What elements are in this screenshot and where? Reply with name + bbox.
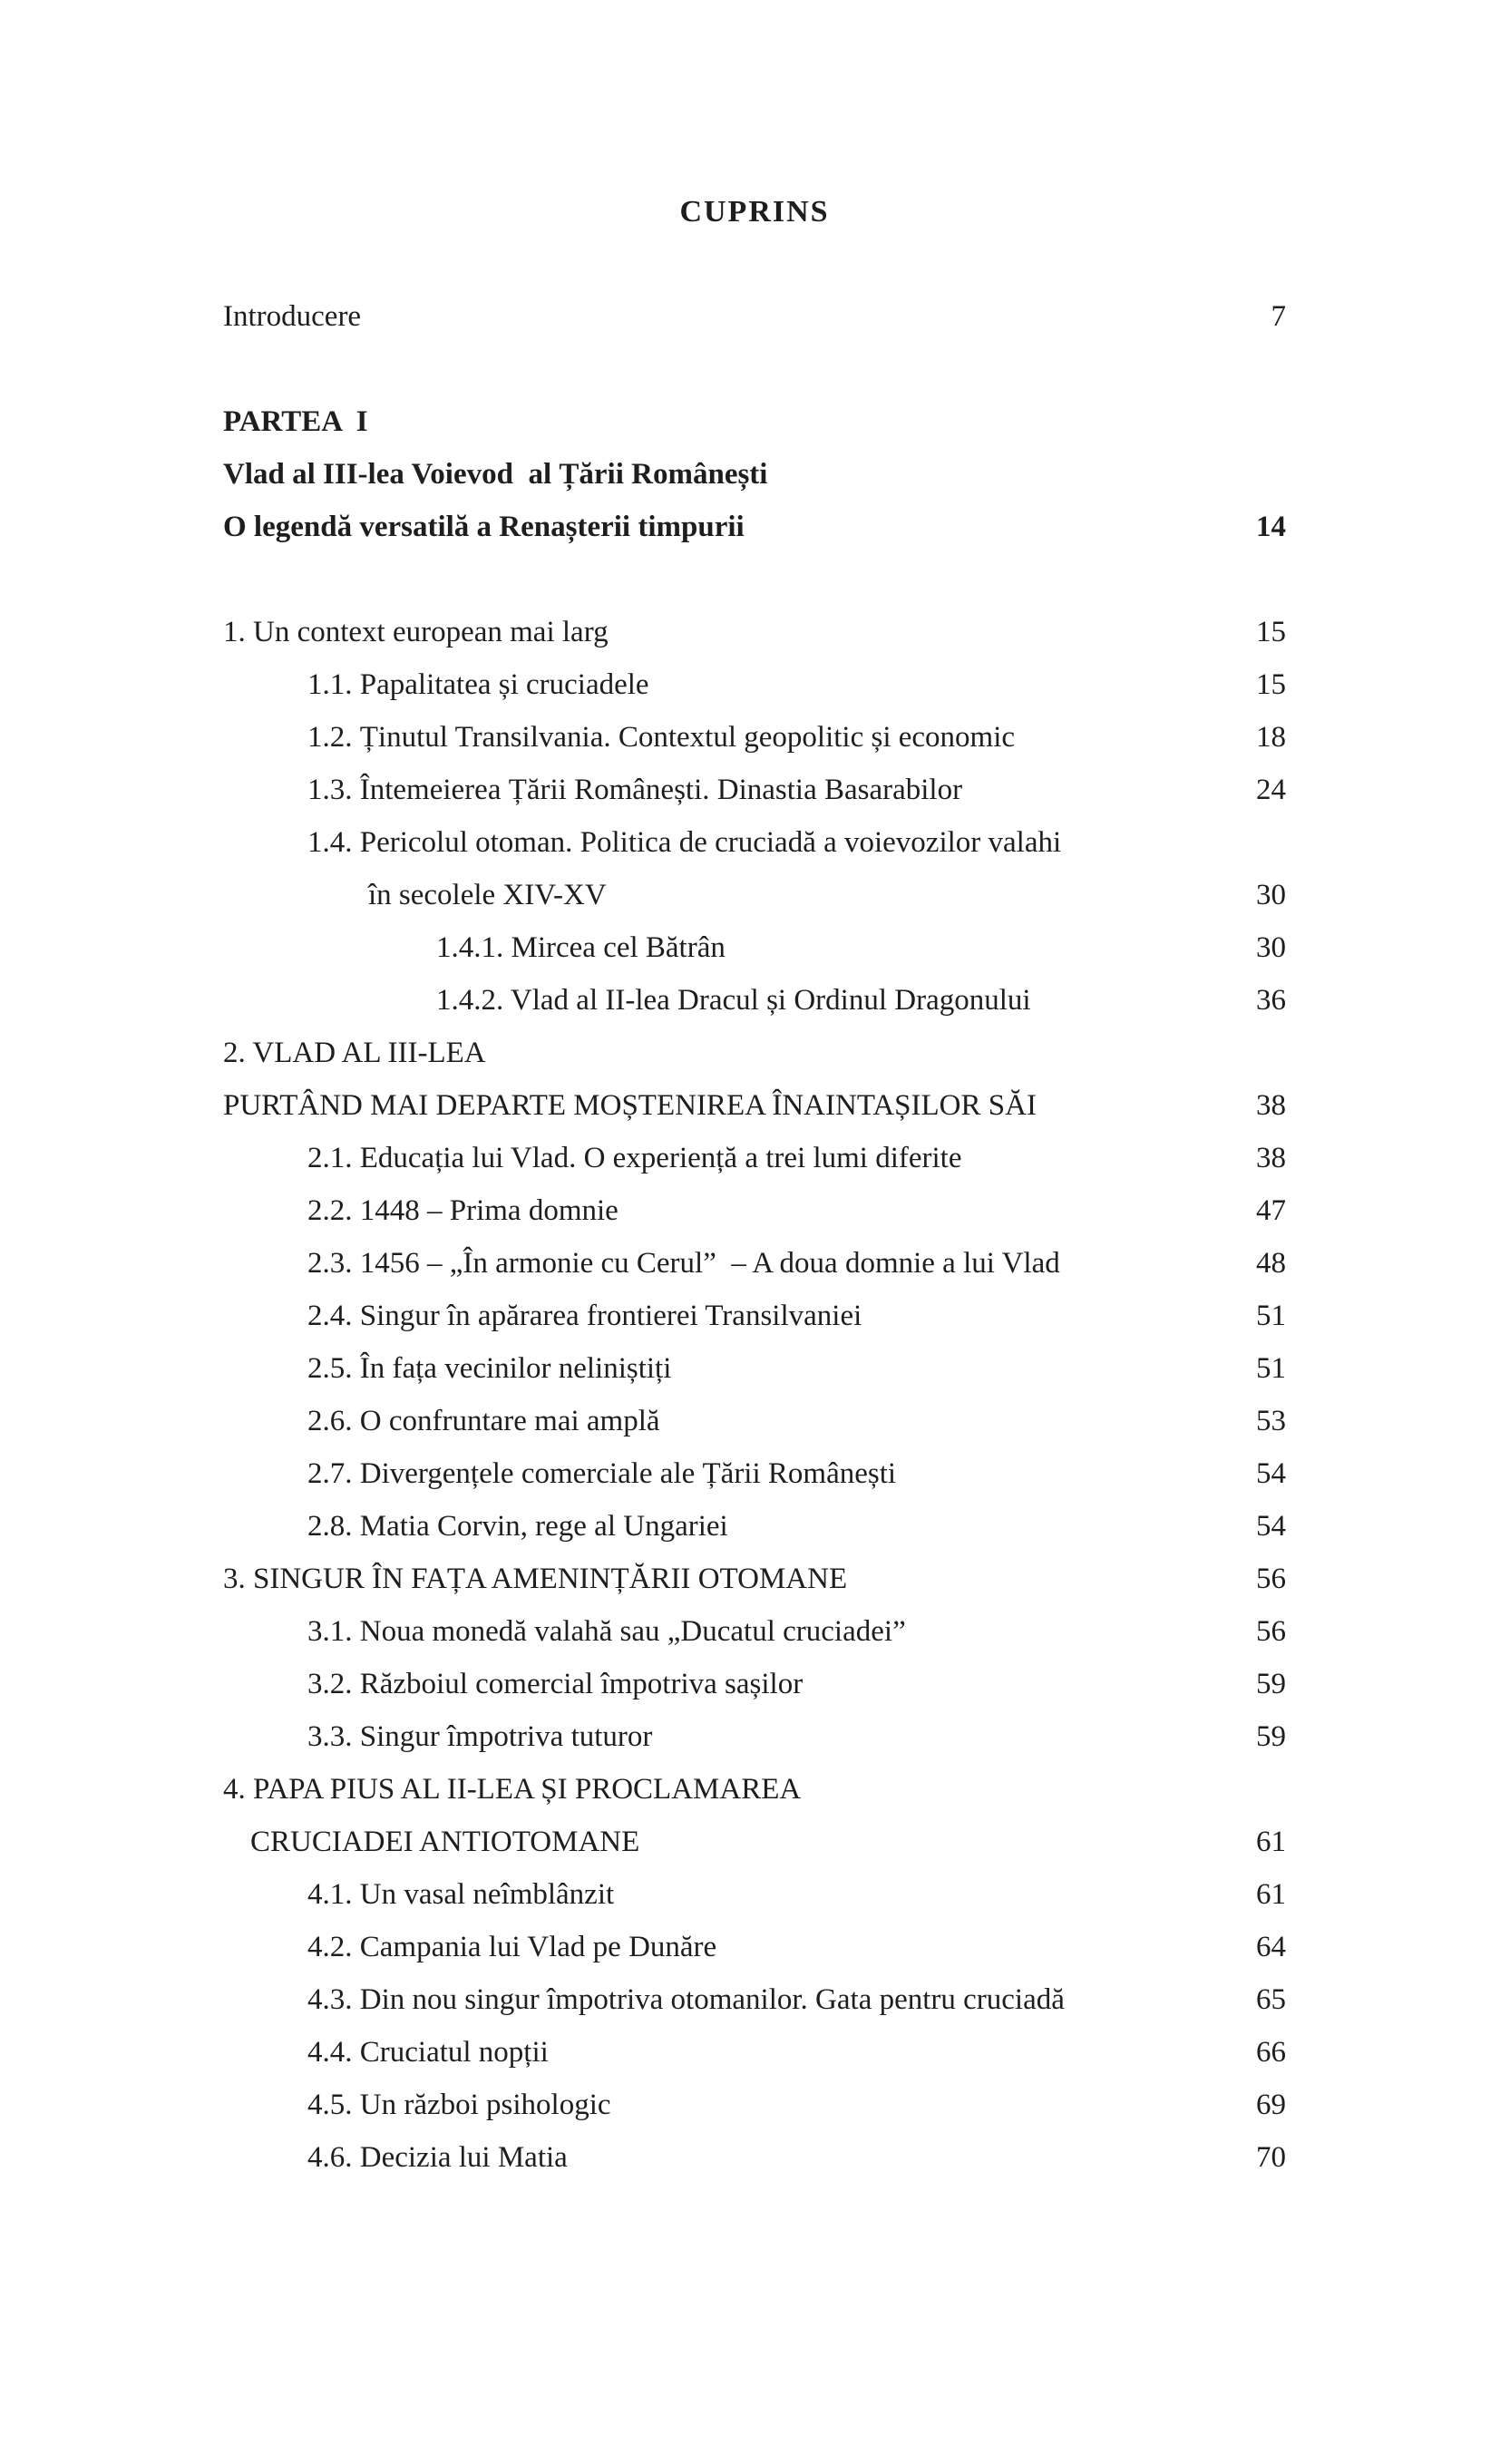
toc-entry-text: 3.3. Singur împotriva tuturor bbox=[307, 1720, 653, 1753]
toc-entry bbox=[223, 921, 1286, 974]
toc-entry-text: 2.4. Singur în apărarea frontierei Transilvaniei bbox=[307, 1300, 862, 1332]
toc-entry-page: 59 bbox=[1256, 1668, 1286, 1700]
toc-entry bbox=[223, 1868, 1286, 1921]
toc-entry-text: 4. PAPA PIUS AL II-LEA ȘI PROCLAMAREA bbox=[223, 1773, 802, 1806]
toc-entry bbox=[223, 869, 1286, 921]
toc-entry-page: 54 bbox=[1256, 1510, 1286, 1543]
toc-entry bbox=[223, 1553, 1286, 1605]
toc-entry-page: 7 bbox=[1271, 300, 1286, 333]
toc-entries bbox=[223, 290, 1286, 2184]
toc-entry-page: 38 bbox=[1256, 1089, 1286, 1122]
toc-entry-page: 30 bbox=[1256, 879, 1286, 911]
toc-entry bbox=[223, 1184, 1286, 1237]
toc-entry-text: 4.2. Campania lui Vlad pe Dunăre bbox=[307, 1931, 717, 1963]
toc-entry-text: 2.3. 1456 – „În armonie cu Cerul” – A doua domnie a lui Vlad bbox=[307, 1247, 1060, 1280]
toc-entry bbox=[223, 1605, 1286, 1658]
toc-entry bbox=[223, 290, 1286, 343]
toc-entry-page: 36 bbox=[1256, 984, 1286, 1017]
toc-entry-page: 56 bbox=[1256, 1615, 1286, 1648]
toc-entry-text: PARTEA I bbox=[223, 405, 368, 438]
toc-entry-page: 59 bbox=[1256, 1720, 1286, 1753]
toc-entry-text: 4.3. Din nou singur împotriva otomanilor. Gata pentru cruciadă bbox=[307, 1983, 1065, 2016]
toc-entry-text: 1.4.2. Vlad al II-lea Dracul și Ordinul Dragonului bbox=[436, 984, 1031, 1017]
toc-entry bbox=[223, 816, 1286, 869]
toc-entry-page: 61 bbox=[1256, 1878, 1286, 1911]
toc-entry bbox=[223, 1447, 1286, 1500]
toc-entry bbox=[223, 764, 1286, 816]
toc-entry bbox=[223, 2131, 1286, 2184]
toc-entry-text: 1. Un context european mai larg bbox=[223, 616, 609, 648]
toc-entry bbox=[223, 974, 1286, 1027]
toc-entry-text: 4.1. Un vasal neîmblânzit bbox=[307, 1878, 615, 1911]
toc-entry-page: 30 bbox=[1256, 931, 1286, 964]
toc-entry bbox=[223, 1237, 1286, 1290]
toc-entry-page: 38 bbox=[1256, 1142, 1286, 1174]
toc-entry-page: 14 bbox=[1256, 511, 1286, 543]
toc-entry bbox=[223, 448, 1286, 501]
toc-entry-text: Vlad al III-lea Voievod al Țării Românești bbox=[223, 458, 768, 491]
toc-entry bbox=[223, 711, 1286, 764]
toc-entry-text: 4.4. Cruciatul nopții bbox=[307, 2036, 549, 2069]
toc-entry-text: 1.4. Pericolul otoman. Politica de cruciadă a voievozilor valahi bbox=[307, 826, 1062, 859]
toc-entry-page: 51 bbox=[1256, 1352, 1286, 1385]
toc-entry-text: 3.1. Noua monedă valahă sau „Ducatul cruciadei” bbox=[307, 1615, 906, 1648]
toc-entry-page: 64 bbox=[1256, 1931, 1286, 1963]
toc-entry bbox=[223, 1763, 1286, 1816]
toc-entry-page: 18 bbox=[1256, 721, 1286, 754]
toc-entry-text: 2.5. În fața vecinilor neliniștiți bbox=[307, 1352, 672, 1385]
toc-entry-text: 2. VLAD AL III-LEA bbox=[223, 1037, 486, 1069]
toc-entry-text: 4.5. Un război psihologic bbox=[307, 2089, 611, 2121]
toc-entry-page: 65 bbox=[1256, 1983, 1286, 2016]
toc-entry-page: 51 bbox=[1256, 1300, 1286, 1332]
toc-entry bbox=[223, 1500, 1286, 1553]
toc-entry-text: CRUCIADEI ANTIOTOMANE bbox=[250, 1826, 640, 1858]
toc-entry bbox=[223, 2026, 1286, 2079]
toc-entry bbox=[223, 1921, 1286, 1973]
toc-entry bbox=[223, 395, 1286, 448]
toc-entry-text: 3.2. Războiul comercial împotriva sașilor bbox=[307, 1668, 804, 1700]
toc-entry bbox=[223, 1710, 1286, 1763]
toc-entry-text: 2.1. Educația lui Vlad. O experiență a trei lumi diferite bbox=[307, 1142, 962, 1174]
toc-entry bbox=[223, 501, 1286, 553]
toc-entry-text: PURTÂND MAI DEPARTE MOȘTENIREA ÎNAINTAȘILOR SĂI bbox=[223, 1089, 1037, 1122]
toc-entry-page: 66 bbox=[1256, 2036, 1286, 2069]
toc-entry-text: 2.6. O confruntare mai amplă bbox=[307, 1405, 660, 1437]
toc-entry-text: 2.8. Matia Corvin, rege al Ungariei bbox=[307, 1510, 728, 1543]
toc-entry bbox=[223, 1973, 1286, 2026]
toc-entry-page: 15 bbox=[1256, 668, 1286, 701]
toc-entry-page: 47 bbox=[1256, 1194, 1286, 1227]
page-title: CUPRINS bbox=[679, 195, 830, 229]
toc-entry bbox=[223, 1027, 1286, 1079]
toc-entry-text: în secolele XIV-XV bbox=[368, 879, 607, 911]
toc-entry-page: 56 bbox=[1256, 1563, 1286, 1595]
toc-entry bbox=[223, 1816, 1286, 1868]
toc-entry-text: Introducere bbox=[223, 300, 362, 333]
toc-entry-page: 70 bbox=[1256, 2141, 1286, 2174]
toc-entry-text: 2.7. Divergențele comerciale ale Țării Românești bbox=[307, 1457, 897, 1490]
toc-entry bbox=[223, 1395, 1286, 1447]
toc-entry-text: 1.3. Întemeierea Țării Românești. Dinastia Basarabilor bbox=[307, 774, 963, 806]
toc-entry-page: 61 bbox=[1256, 1826, 1286, 1858]
toc-entry-page: 15 bbox=[1256, 616, 1286, 648]
toc-entry-text: O legendă versatilă a Renașterii timpurii bbox=[223, 511, 745, 543]
toc-entry-page: 69 bbox=[1256, 2089, 1286, 2121]
toc-entry-text: 1.1. Papalitatea și cruciadele bbox=[307, 668, 649, 701]
toc-entry-page: 48 bbox=[1256, 1247, 1286, 1280]
toc-entry bbox=[223, 658, 1286, 711]
toc-entry bbox=[223, 606, 1286, 658]
toc-entry-page: 53 bbox=[1256, 1405, 1286, 1437]
toc-entry-text: 2.2. 1448 – Prima domnie bbox=[307, 1194, 619, 1227]
toc-entry-text: 3. SINGUR ÎN FAȚA AMENINȚĂRII OTOMANE bbox=[223, 1563, 848, 1595]
toc-entry-page: 24 bbox=[1256, 774, 1286, 806]
toc-entry bbox=[223, 1342, 1286, 1395]
toc-entry bbox=[223, 1132, 1286, 1184]
toc-entry bbox=[223, 2079, 1286, 2131]
toc-entry-text: 4.6. Decizia lui Matia bbox=[307, 2141, 568, 2174]
toc-entry-text: 1.4.1. Mircea cel Bătrân bbox=[436, 931, 726, 964]
toc-entry-page: 54 bbox=[1256, 1457, 1286, 1490]
toc-entry bbox=[223, 1079, 1286, 1132]
toc-entry bbox=[223, 1658, 1286, 1710]
toc-entry bbox=[223, 1290, 1286, 1342]
toc-entry-text: 1.2. Ținutul Transilvania. Contextul geopolitic și economic bbox=[307, 721, 1016, 754]
